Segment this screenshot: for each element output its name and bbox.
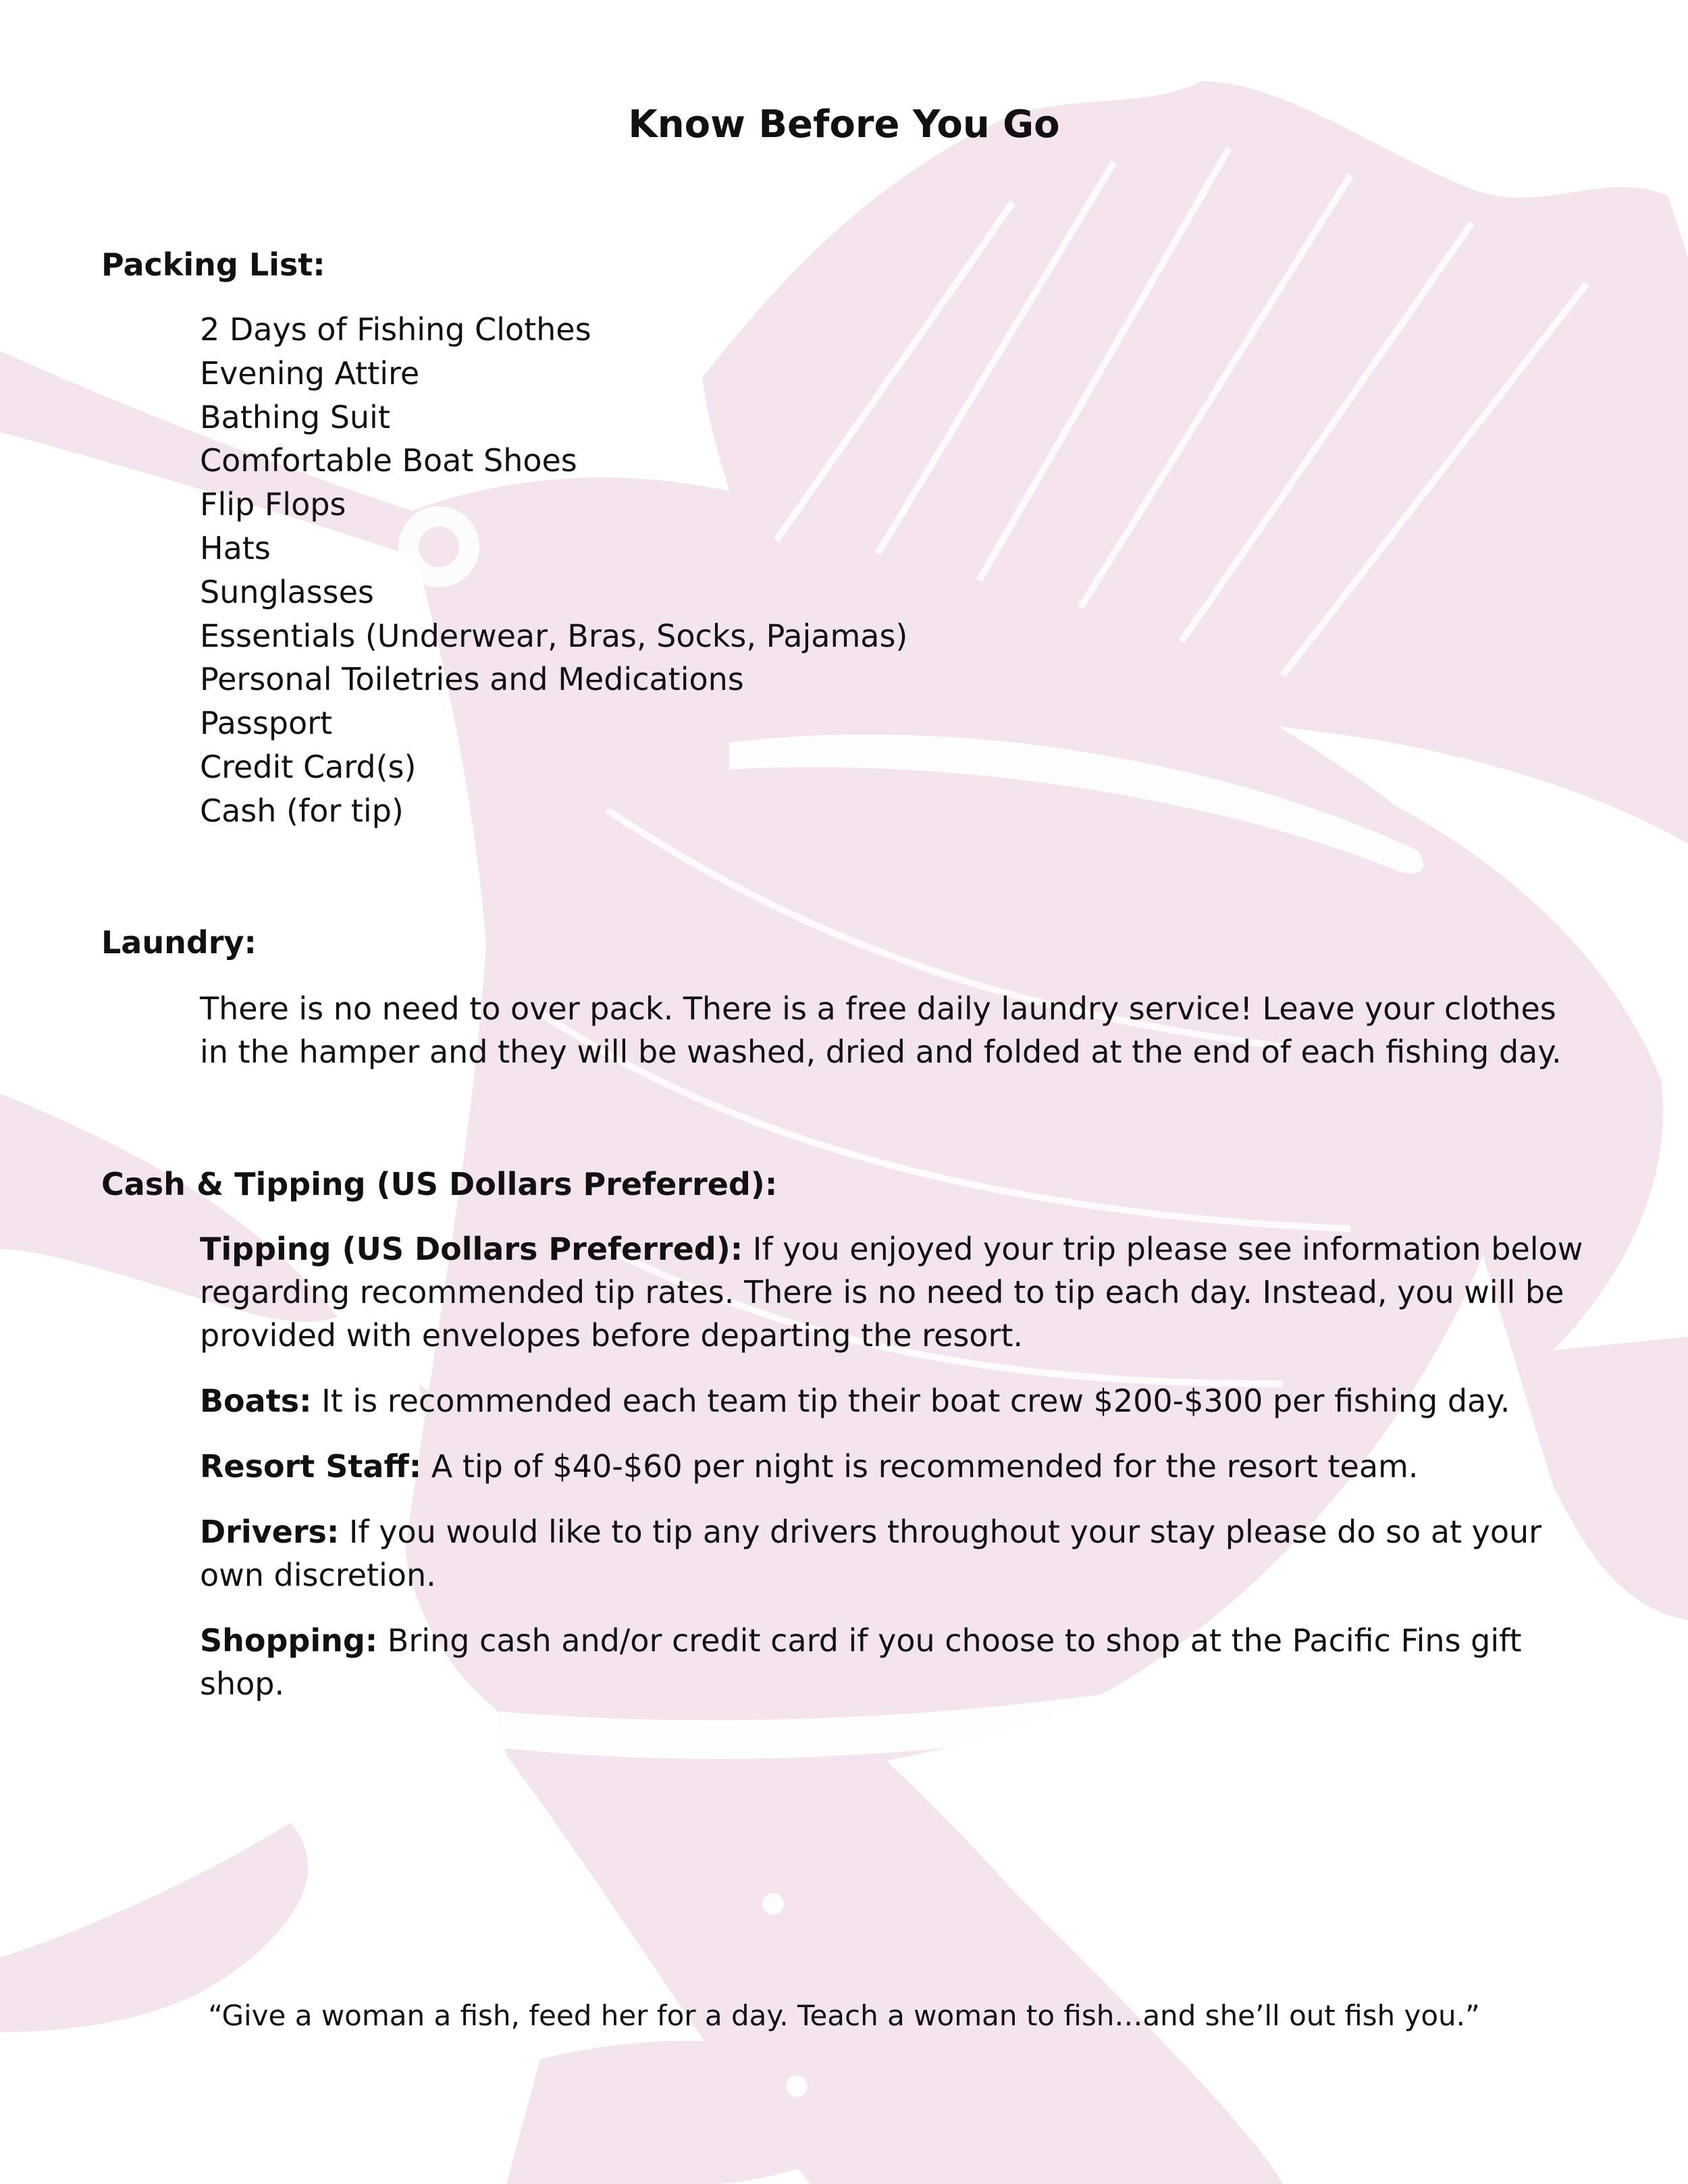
cash-tipping-heading: Cash & Tipping (US Dollars Preferred): (101, 1166, 778, 1202)
tipping-item (200, 1227, 1591, 1357)
shopping-label: Shopping: (200, 1622, 378, 1659)
boats-label: Boats: (200, 1383, 312, 1419)
tipping-section (200, 1227, 1591, 1728)
list-item: Bathing Suit (200, 398, 390, 435)
boats-item (200, 1379, 1591, 1422)
shopping-item (200, 1619, 1591, 1705)
list-item: Sunglasses (200, 573, 374, 610)
list-item: Comfortable Boat Shoes (200, 442, 577, 479)
list-item: Passport (200, 705, 333, 742)
resort-staff-label: Resort Staff: (200, 1448, 422, 1485)
laundry-section (200, 987, 1591, 1073)
shopping-text: Bring cash and/or credit card if you choose to shop at the Pacific Fins gift shop. (200, 1622, 1522, 1702)
drivers-text: If you would like to tip any drivers throughout your stay please do so at your own discretion. (200, 1514, 1542, 1593)
list-item: Evening Attire (200, 354, 420, 392)
closing-quote: “Give a woman a fish, feed her for a day. Teach a woman to fish…and she’ll out fish you.” (208, 1999, 1480, 2032)
packing-list (200, 308, 1591, 833)
laundry-heading: Laundry: (101, 924, 257, 961)
list-item: Cash (for tip) (200, 792, 404, 829)
drivers-label: Drivers: (200, 1514, 340, 1550)
list-item: 2 Days of Fishing Clothes (200, 311, 591, 348)
drivers-item (200, 1510, 1591, 1597)
tipping-label: Tipping (US Dollars Preferred): (200, 1231, 743, 1267)
page-title: Know Before You Go (628, 103, 1060, 147)
list-item: Credit Card(s) (200, 748, 417, 785)
resort-staff-item (200, 1445, 1591, 1488)
laundry-paragraph: There is no need to over pack. There is a free daily laundry service! Leave your clothes in the hamper and they will be washed, dried and folded at the end of each fishing day. (200, 990, 1562, 1070)
list-item: Hats (200, 529, 271, 566)
list-item: Flip Flops (200, 486, 346, 523)
tipping-text: If you enjoyed your trip please see information below regarding recommended tip rates. There is no need to tip each day. Instead, you will be provided with envelopes before departing the resort. (200, 1231, 1583, 1354)
list-item: Essentials (Underwear, Bras, Socks, Pajamas) (200, 617, 908, 654)
packing-list-heading: Packing List: (101, 246, 325, 283)
list-item: Personal Toiletries and Medications (200, 661, 744, 698)
resort-staff-text: A tip of $40-$60 per night is recommended for the resort team. (421, 1448, 1419, 1485)
boats-text: It is recommended each team tip their boat crew $200-$300 per fishing day. (311, 1383, 1510, 1419)
